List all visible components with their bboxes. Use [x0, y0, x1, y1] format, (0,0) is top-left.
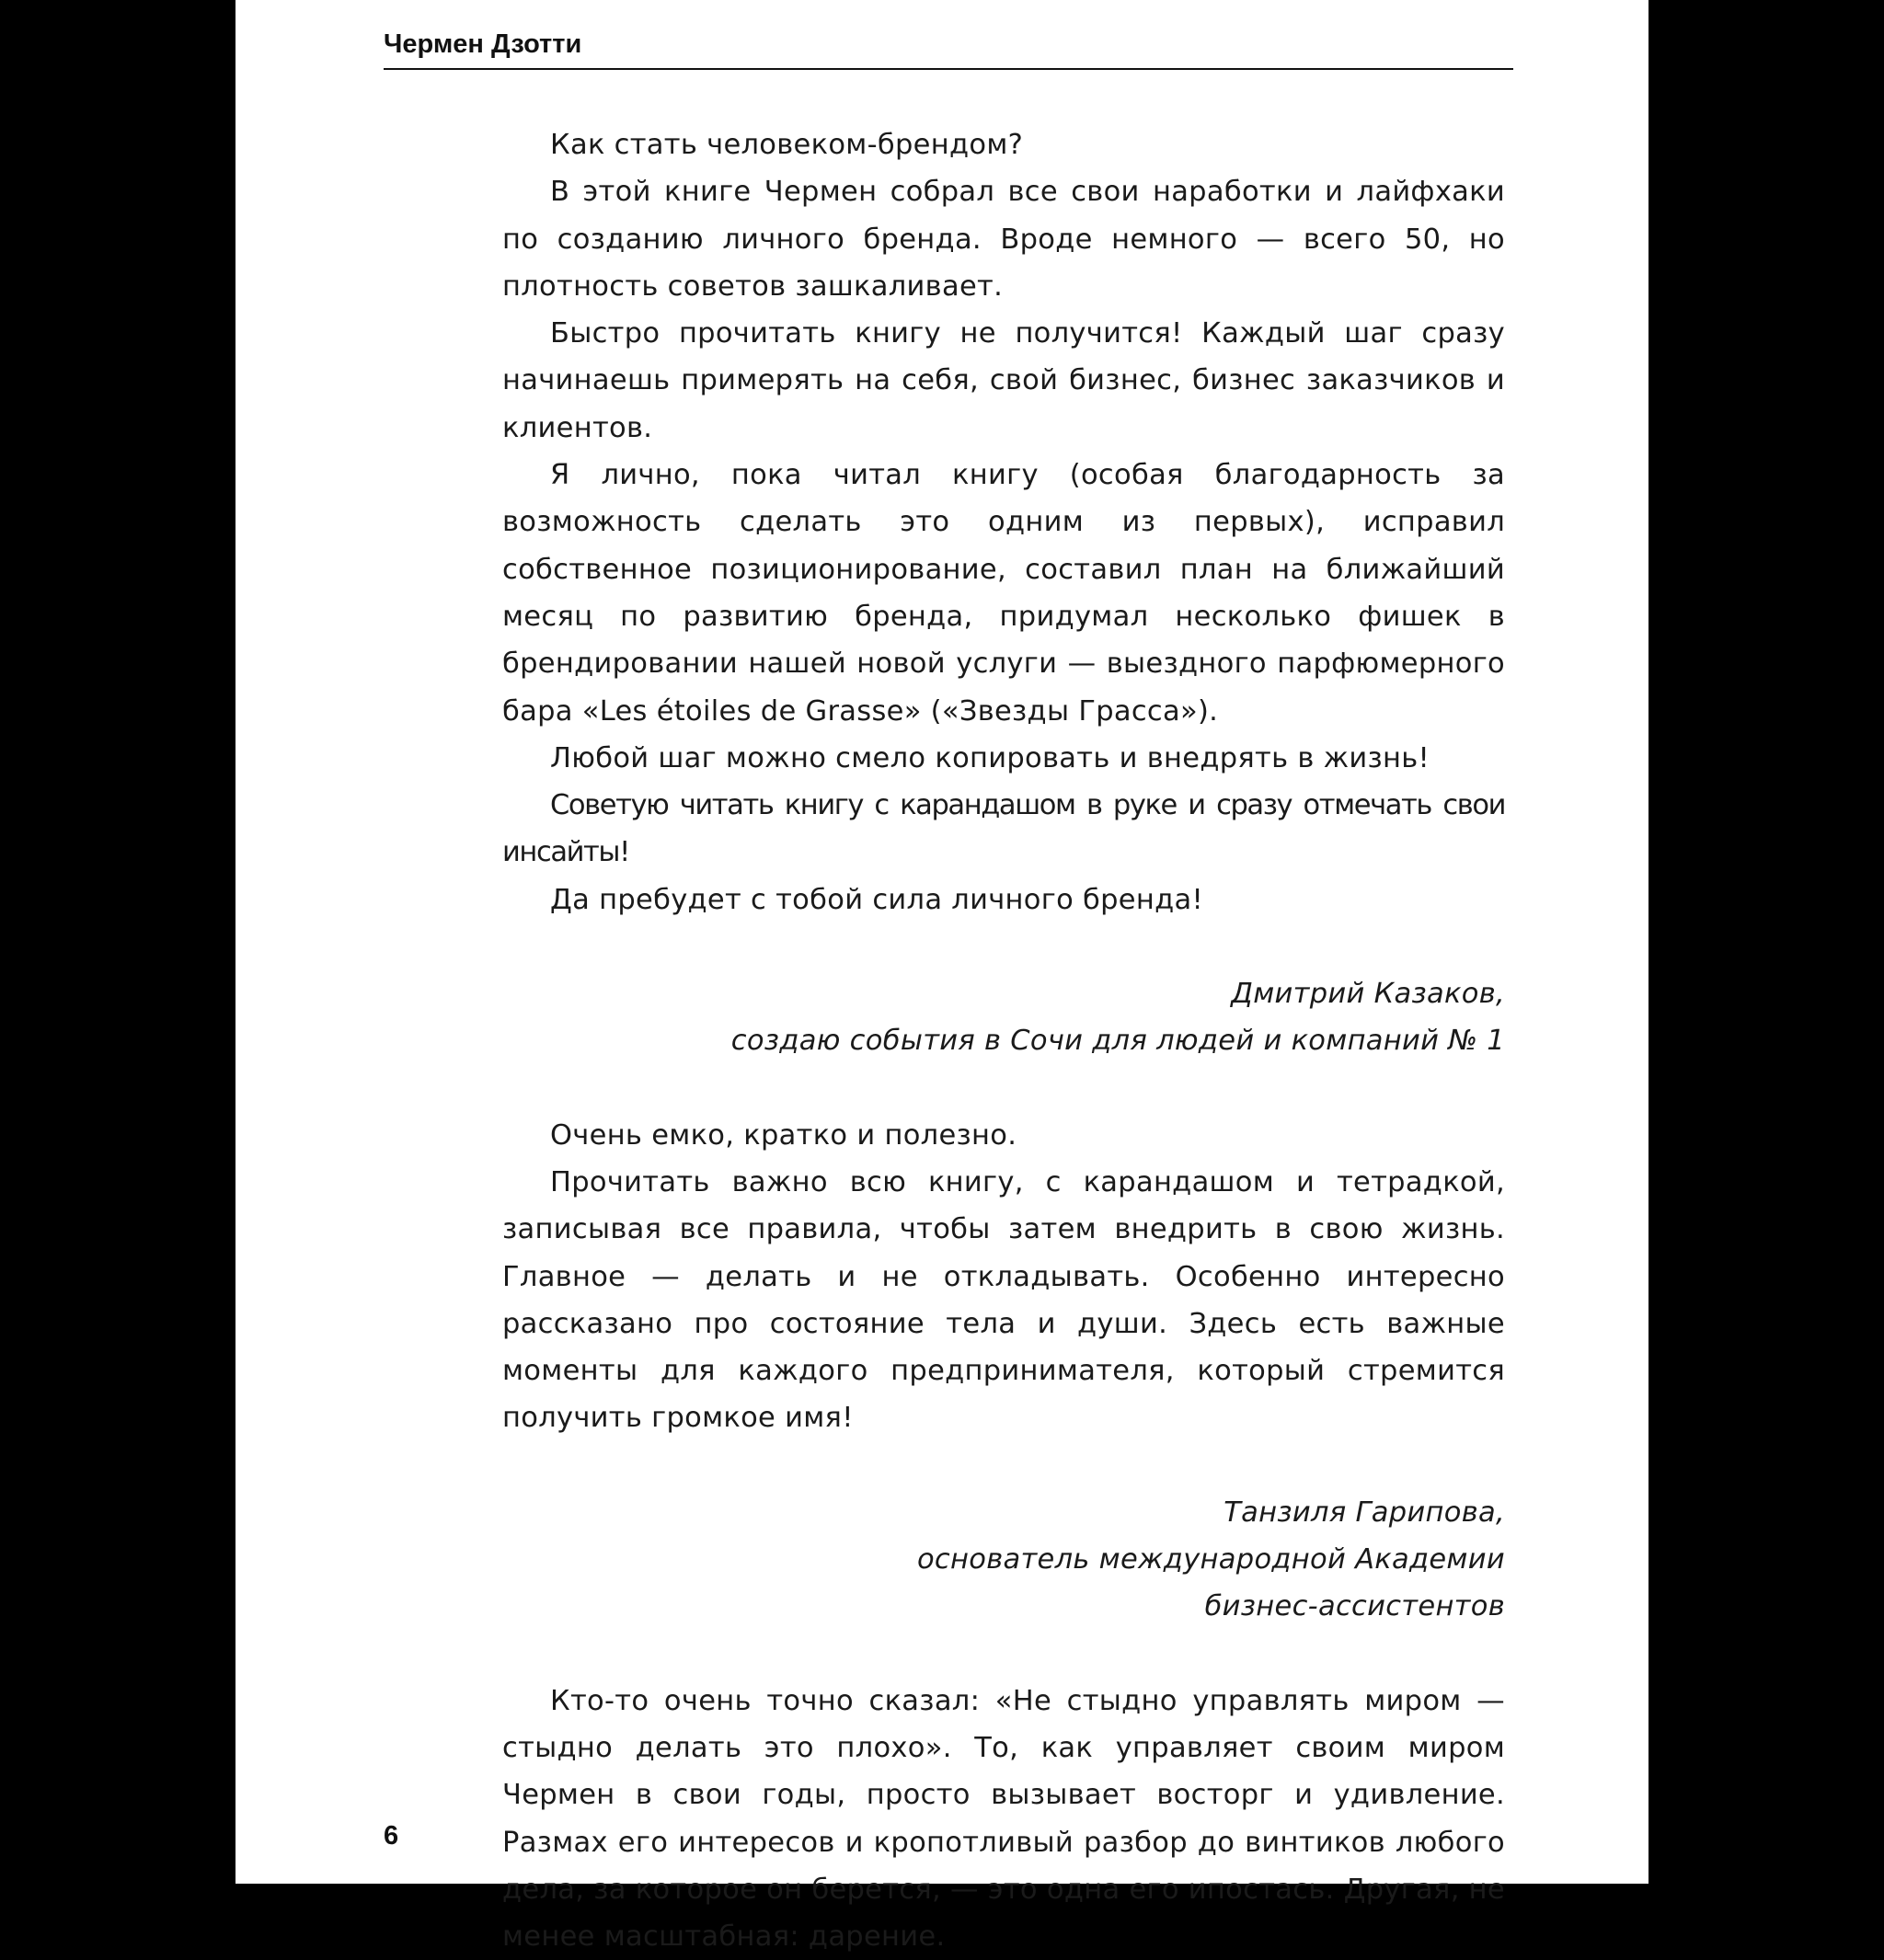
page-number: 6	[384, 1821, 399, 1851]
paragraph: Кто-то очень точно сказал: «Не стыдно управлять миром — стыдно делать это плохо». То, как управляет своим миром Чермен в свои годы, просто вызывает восторг и удивление. Размах его интересов и кропотливый разбор до винтиков любого дела, за которое он берется, — это одна его ипостась. Другая, не менее масштабная: дарение.	[502, 1684, 1505, 1954]
signature-role: основатель международной Академии	[916, 1543, 1505, 1576]
paragraph: Как стать человеком-брендом?	[550, 129, 1024, 161]
review-third	[502, 1678, 1505, 1960]
paragraph: Любой шаг можно смело копировать и внедрять в жизнь!	[550, 741, 1430, 774]
paragraph: Очень емко, кратко и полезно.	[550, 1118, 1017, 1152]
signature-name: Дмитрий Казаков,	[1231, 978, 1505, 1011]
signature-role: бизнес-ассистентов	[1204, 1590, 1505, 1623]
review-kazakov	[502, 121, 1505, 1065]
running-head: Чермен Дзотти	[384, 28, 1513, 70]
paragraph: Советую читать книгу с карандашом в руке и сразу отмечать свои инсайты!	[502, 789, 1505, 869]
review-taripova	[502, 1112, 1505, 1631]
paragraph: Быстро прочитать книгу не получится! Каждый шаг сразу начинаешь примерять на себя, свой бизнес, бизнес заказчиков и клиентов.	[502, 317, 1505, 444]
book-page	[236, 0, 1648, 1954]
signature-role: создаю события в Сочи для людей и компаний № 1	[730, 1025, 1505, 1058]
paragraph: Да пребудет с тобой сила личного бренда!	[550, 883, 1203, 916]
signature-name: Танзиля Гарипова,	[1223, 1496, 1505, 1529]
paragraph: В этой книге Чермен собрал все свои наработки и лайфхаки по созданию личного бренда. Вроде немного — всего 50, но плотность советов зашкаливает.	[502, 176, 1505, 303]
page-body	[502, 121, 1505, 1960]
paragraph: Прочитать важно всю книгу, с карандашом и тетрадкой, записывая все правила, чтобы затем внедрить в свою жизнь. Главное — делать и не откладывать. Особенно интересно рассказано про состояние тела и души. Здесь есть важные моменты для каждого предпринимателя, который стремится получить громкое имя!	[502, 1165, 1505, 1435]
paragraph: Я лично, пока читал книгу (особая благодарность за возможность сделать это одним из первых), исправил собственное позиционирование, составил план на ближайший месяц по развитию бренда, придумал несколько фишек в брендировании нашей новой услуги — выездного парфюмерного бара «Les étoiles de Grasse» («Звезды Грасса»).	[502, 459, 1505, 728]
